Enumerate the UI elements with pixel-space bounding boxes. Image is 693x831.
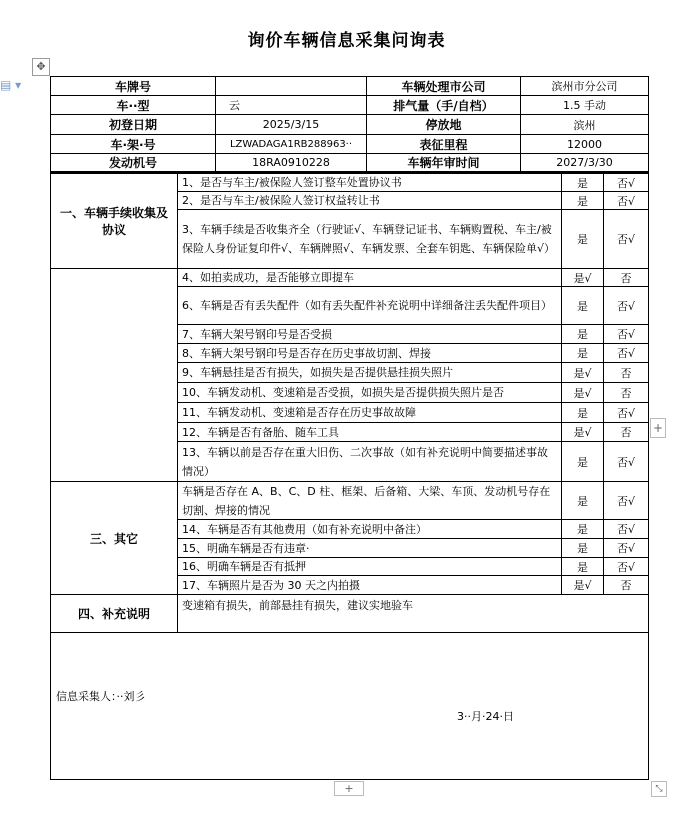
- mileage-value[interactable]: 12000: [521, 135, 648, 154]
- question-14: 14、车辆是否有其他费用（如有补充说明中备注）: [178, 520, 562, 539]
- answer-yes-1[interactable]: 是: [562, 174, 604, 192]
- vin-label: 车·架·号: [51, 135, 216, 154]
- answer-no-14[interactable]: 否√: [604, 520, 648, 539]
- question-9: 9、车辆悬挂是否有损失，如损失是否提供悬挂损失照片: [178, 363, 562, 383]
- answer-no-17[interactable]: 否: [604, 576, 648, 595]
- answer-yes-16[interactable]: 是: [562, 558, 604, 576]
- signature-date: 3··月·24·日: [457, 710, 514, 723]
- inspection-label: 车辆年审时间: [367, 154, 521, 172]
- answer-no-13[interactable]: 否√: [604, 442, 648, 482]
- question-6: 6、车辆是否有丢失配件（如有丢失配件补充说明中详细备注丢失配件项目）: [178, 287, 562, 325]
- section-3-label: 三、其它: [51, 482, 178, 595]
- question-7: 7、车辆大架号钢印号是否受损: [178, 325, 562, 344]
- form-title: 询价车辆信息采集问询表: [247, 31, 446, 51]
- company-label: 车辆处理市公司: [367, 77, 521, 96]
- model-value[interactable]: 云: [216, 96, 367, 115]
- question-3: 3、车辆手续是否收集齐全（行驶证√、车辆登记证书、车辆购置税、车主/被保险人身份证复印件√、车辆牌照√、车辆发票、全套车钥匙、车辆保险单√）: [178, 210, 562, 269]
- engine-value[interactable]: 18RA0910228: [216, 154, 367, 172]
- answer-yes-3[interactable]: 是: [562, 210, 604, 269]
- supplement-content[interactable]: 变速箱有损失，前部悬挂有损失，建议实地验车: [178, 595, 648, 633]
- reg-date-value[interactable]: 2025/3/15: [216, 115, 367, 135]
- answer-no-2[interactable]: 否√: [604, 192, 648, 210]
- question-2: 2、是否与车主/被保险人签订权益转让书: [178, 192, 562, 210]
- answer-no-pillars[interactable]: 否√: [604, 482, 648, 520]
- section-2-label: [51, 269, 178, 482]
- vin-value[interactable]: LZWADAGA1RB288963··: [216, 135, 367, 154]
- location-label: 停放地: [367, 115, 521, 135]
- answer-yes-15[interactable]: 是: [562, 539, 604, 558]
- question-11: 11、车辆发动机、变速箱是否存在历史事故故障: [178, 403, 562, 423]
- question-4: 4、如拍卖成功，是否能够立即提车: [178, 269, 562, 287]
- answer-yes-9[interactable]: 是√: [562, 363, 604, 383]
- answer-yes-10[interactable]: 是√: [562, 383, 604, 403]
- answer-yes-4[interactable]: 是√: [562, 269, 604, 287]
- answer-yes-17[interactable]: 是√: [562, 576, 604, 595]
- answer-yes-6[interactable]: 是: [562, 287, 604, 325]
- model-label: 车··型: [51, 96, 216, 115]
- question-15: 15、明确车辆是否有违章·: [178, 539, 562, 558]
- answer-yes-14[interactable]: 是: [562, 520, 604, 539]
- add-column-icon[interactable]: +: [650, 418, 666, 438]
- question-8: 8、车辆大架号钢印号是否存在历史事故切割、焊接: [178, 344, 562, 363]
- location-value[interactable]: 滨州: [521, 115, 648, 135]
- section-4-label: 四、补充说明: [51, 595, 178, 633]
- collector-signature: 信息采集人：··刘彡: [56, 690, 146, 703]
- answer-no-6[interactable]: 否√: [604, 287, 648, 325]
- answer-no-16[interactable]: 否√: [604, 558, 648, 576]
- answer-yes-7[interactable]: 是: [562, 325, 604, 344]
- section-1-label: 一、车辆手续收集及协议: [51, 174, 178, 269]
- displacement-value[interactable]: 1.5 手动: [521, 96, 648, 115]
- answer-yes-13[interactable]: 是: [562, 442, 604, 482]
- plate-value[interactable]: [216, 77, 367, 96]
- plate-label: 车牌号: [51, 77, 216, 96]
- document-icon[interactable]: ▤ ▾: [0, 78, 22, 92]
- table-resize-handle-icon[interactable]: ⤡: [651, 781, 667, 797]
- question-17: 17、车辆照片是否为 30 天之内拍摄: [178, 576, 562, 595]
- answer-no-15[interactable]: 否√: [604, 539, 648, 558]
- add-row-icon[interactable]: +: [334, 781, 364, 796]
- table-move-handle-icon[interactable]: ✥: [32, 58, 50, 76]
- answer-no-4[interactable]: 否: [604, 269, 648, 287]
- info-table: [50, 76, 649, 780]
- answer-no-1[interactable]: 否√: [604, 174, 648, 192]
- answer-yes-8[interactable]: 是: [562, 344, 604, 363]
- answer-no-7[interactable]: 否√: [604, 325, 648, 344]
- question-1: 1、是否与车主/被保险人签订整车处置协议书: [178, 174, 562, 192]
- answer-no-12[interactable]: 否: [604, 423, 648, 442]
- reg-date-label: 初登日期: [51, 115, 216, 135]
- inspection-value[interactable]: 2027/3/30: [521, 154, 648, 172]
- question-12: 12、车辆是否有备胎、随车工具: [178, 423, 562, 442]
- answer-no-9[interactable]: 否: [604, 363, 648, 383]
- mileage-label: 表征里程: [367, 135, 521, 154]
- engine-label: 发动机号: [51, 154, 216, 172]
- question-13: 13、车辆以前是否存在重大旧伤、二次事故（如有补充说明中简要描述事故情况）: [178, 442, 562, 482]
- answer-no-10[interactable]: 否: [604, 383, 648, 403]
- answer-no-3[interactable]: 否√: [604, 210, 648, 269]
- question-10: 10、车辆发动机、变速箱是否受损，如损失是否提供损失照片是否: [178, 383, 562, 403]
- answer-yes-pillars[interactable]: 是: [562, 482, 604, 520]
- displacement-label: 排气量（手/自档）: [367, 96, 521, 115]
- answer-yes-2[interactable]: 是: [562, 192, 604, 210]
- question-pillars: 车辆是否存在 A、B、C、D 柱、框架、后备箱、大梁、车顶、发动机号存在切割、焊接的情况: [178, 482, 562, 520]
- answer-yes-12[interactable]: 是√: [562, 423, 604, 442]
- question-16: 16、明确车辆是否有抵押: [178, 558, 562, 576]
- answer-yes-11[interactable]: 是: [562, 403, 604, 423]
- answer-no-11[interactable]: 否√: [604, 403, 648, 423]
- company-value[interactable]: 滨州市分公司: [521, 77, 648, 96]
- answer-no-8[interactable]: 否√: [604, 344, 648, 363]
